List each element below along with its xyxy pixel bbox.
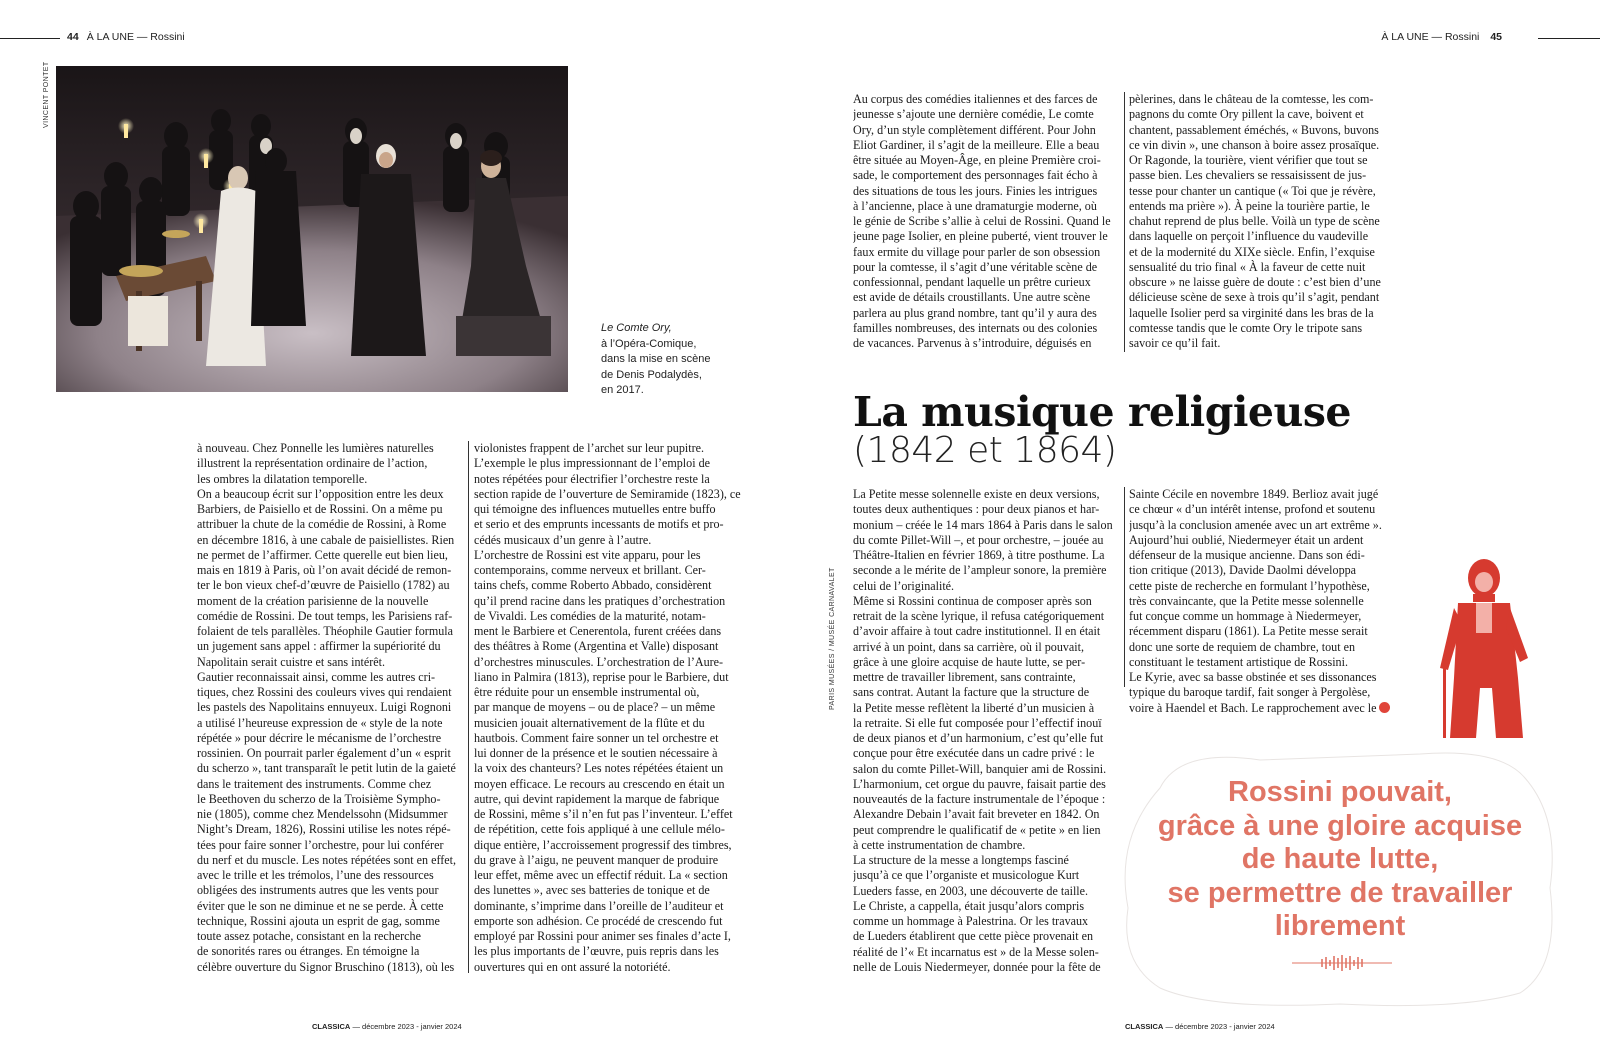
text-line: de répétition, cette fois appliqué à une cellule mélo- <box>474 822 725 837</box>
text-line: réalité de l’« Et incarnatus est » de la Messe solen- <box>853 944 1099 959</box>
text-line: donc une sorte de requiem de chambre, tout en <box>1129 639 1356 654</box>
right-page-number: 45 <box>1490 31 1502 43</box>
opera-stage-photo <box>56 66 568 392</box>
text-line: des théâtres à Rome (Argentina et Valle) disposant <box>474 639 719 654</box>
text-line: Aujourd’hui oublié, Niedermeyer était un ardent <box>1129 532 1364 547</box>
text-line: la retraite. Si elle fut composée pour l’effectif inouï <box>853 715 1102 730</box>
column-divider <box>468 441 469 973</box>
text-line: de Vivaldi. Les comédies de la maturité, notam- <box>474 608 706 623</box>
text-line: pagnons du comte Ory pillent la cave, boivent et <box>1129 107 1364 122</box>
text-line: avec le trille et les trémolos, l’une des ressources <box>197 868 434 882</box>
text-line: typique du baroque tardif, fait songer à Pergolèse, <box>1129 685 1371 700</box>
text-line: sans contrat. Autant la facture que la structure de <box>853 685 1090 700</box>
left-header-rule <box>0 38 60 39</box>
caption-line: dans la mise en scène <box>601 353 711 365</box>
text-line: tées pour faire sonner l’orchestre, pour lui conférer <box>197 837 444 852</box>
text-line: nelle de Louis Niedermeyer, donnée pour la fête de <box>853 959 1101 974</box>
text-line: musicien jouait alternativement de la flûte et du <box>474 715 705 730</box>
text-line: moyen efficace. Le recours au crescendo en était un <box>474 776 725 791</box>
text-line: Le Christe, a cappella, était jusqu’alors compris <box>853 898 1085 913</box>
text-line: violonistes frappent de l’archet sur leur pupitre. <box>474 441 705 455</box>
text-line: délicieuse scène de sexe à trois qu’il s’agit, pendant <box>1129 290 1380 305</box>
text-line: très convaincante, que la Petite messe solennelle <box>1129 593 1364 608</box>
text-line: conçue pour être exécutée dans un cadre privé : le <box>853 746 1095 761</box>
text-line: la voix des chanteurs? Les notes répétées étaient un <box>474 761 724 776</box>
text-line: Le Kyrie, avec sa basse obstinée et ses dissonances <box>1129 670 1377 684</box>
text-line: ter le bon vieux chef-d’œuvre de Paisiello (1782) au <box>197 578 450 593</box>
text-line: constituant le testament artistique de Rossini. <box>1129 654 1348 669</box>
left-body-column-2 <box>474 441 742 975</box>
text-line: un jugement sans appel : affirmer la supériorité du <box>197 639 441 654</box>
text-line: fut conçue comme un hommage à Niedermeyer, <box>1129 609 1362 623</box>
text-line: leur effet, même avec un effectif réduit. La « section <box>474 868 728 882</box>
text-line: hautbois. Comment faire sonner un tel orchestre et <box>474 730 719 745</box>
text-line: peut comprendre le qualificatif de « petite » en lien <box>853 822 1101 837</box>
text-line: cédés musicaux d’un genre à l’autre. <box>474 532 652 547</box>
text-line: entends ma prière »). À peine la tourière partie, le <box>1129 198 1370 213</box>
left-page-number: 44 <box>67 31 79 43</box>
text-line: L’exemple le plus impressionnant de l’emploi de <box>474 456 710 471</box>
right-bottom-column-2 <box>1129 487 1397 716</box>
text-line: monium – créée le 14 mars 1864 à Paris dans le salon <box>853 517 1113 532</box>
text-line: répétée » pour décrire le mécanisme de l’orchestre <box>197 730 442 745</box>
text-line: des lunettes », avec ses batteries de tonique et de <box>474 883 710 898</box>
text-line: ne permet de l’affirmer. Cette querelle eut bien lieu, <box>197 547 448 562</box>
text-line: tion critique (2013), Davide Daolmi développa <box>1129 563 1357 578</box>
text-line: d’avoir affaire à tout cadre institutionnel. Il en était <box>853 624 1101 639</box>
stage-scene-illustration <box>56 66 568 392</box>
text-line: laquelle Isolier perd sa virginité dans les bras de la <box>1129 305 1374 320</box>
text-line: sensualité du trio final « À la faveur de cette nuit <box>1129 259 1366 274</box>
text-line: qu’il prend racine dans les pratiques d’orchestration <box>474 593 726 608</box>
right-section-label: À LA UNE — Rossini <box>1381 31 1480 43</box>
right-bottom-column-1 <box>853 487 1121 975</box>
text-line: les ombres la dilatation temporelle. <box>197 471 368 486</box>
left-page-header <box>67 31 185 43</box>
continue-arrow-icon <box>1379 702 1390 713</box>
text-line: à nouveau. Chez Ponnelle les lumières naturelles <box>197 441 434 455</box>
caption-line: en 2017. <box>601 384 644 396</box>
text-line: emporte son adhésion. Ce procédé de crescendo fut <box>474 913 723 928</box>
caption-line: Le Comte Ory, <box>601 322 672 334</box>
text-line: retrait de la scène lyrique, il refusa catégoriquement <box>853 609 1105 623</box>
text-line: toutes deux authentiques : pour deux pianos et har- <box>853 502 1100 517</box>
text-line: qui témoigne des influences mutuelles entre buffo <box>474 502 716 516</box>
text-line: Napolitain serait cuistre et sans intérêt. <box>197 654 386 669</box>
text-line: arrivé à un point, dans sa carrière, où il pouvait, <box>853 639 1085 654</box>
text-line: ce chœur « d’un intérêt intense, profond et soutenu <box>1129 502 1376 517</box>
text-line: liano in Palmira (1813), reprise pour le Barbiere, dut <box>474 669 729 684</box>
text-line: Ory, d’un style complètement différent. Pour John <box>853 122 1096 137</box>
text-line: Au corpus des comédies italiennes et des farces de <box>853 92 1098 106</box>
text-line: tesse pour chanter un cantique (« Toi que je révère, <box>1129 183 1376 198</box>
soundwave-ornament-icon <box>1292 955 1392 971</box>
text-line: du comte Pillet-Will –, et pour orchestre, – jouée au <box>853 532 1104 547</box>
right-header-rule <box>1538 38 1600 39</box>
text-line: de sonorités rares ou étranges. En témoigne la <box>197 944 420 959</box>
text-line: Lueders fasse, en 2003, une découverte de taille. <box>853 883 1089 898</box>
text-line: à l’ancienne, place à une dramaturgie moderne, où <box>853 198 1097 213</box>
text-line: Or Ragonde, la tourière, vient vérifier que tout se <box>1129 153 1368 167</box>
text-line: La Petite messe solennelle existe en deux versions, <box>853 487 1100 501</box>
text-line: et de la modernité du XIXe siècle. Enfin, l’exquise <box>1129 244 1375 259</box>
text-line: folaient de tels parallèles. Théophile Gautier formula <box>197 624 453 638</box>
pull-quote-line: se permettre de travailler <box>1167 876 1513 909</box>
pull-quote <box>1140 776 1540 944</box>
right-page-header <box>1381 31 1502 43</box>
text-line: de Lueders établirent que cette pièce provenait en <box>853 929 1094 944</box>
right-top-column-2 <box>1129 92 1397 351</box>
text-line: le Beethoven du scherzo de la Troisième Sympho- <box>197 791 441 806</box>
caption-line: à l’Opéra-Comique, <box>601 337 697 350</box>
text-line: nie (1805), comme chez Mendelssohn (Midsummer <box>197 807 448 821</box>
text-line: comtesse tandis que le comte Ory le tripote sans <box>1129 320 1363 335</box>
left-footer-magazine: CLASSICA <box>312 1022 351 1031</box>
text-line: à cette instrumentation de chambre. <box>853 837 1026 852</box>
text-line: jeune page Isolier, en pleine puberté, vient trouver le <box>853 229 1108 244</box>
text-line: jeunesse s’ajoute une dernière comédie, Le comte <box>853 107 1094 122</box>
text-line: technique, Rossini ajouta un esprit de gag, somme <box>197 913 440 928</box>
text-line: être située au Moyen-Âge, en pleine Première croi- <box>853 153 1101 167</box>
text-line: confessionnal, pendant laquelle un prêtre curieux <box>853 275 1091 289</box>
pull-quote-line: de haute lutte, <box>1241 843 1439 875</box>
text-line: savoir ce qu’il fait. <box>1129 336 1221 350</box>
right-top-column-1 <box>853 92 1121 351</box>
text-line: par manque de moyens – ou de place? – un même <box>474 700 716 715</box>
text-line: en décembre 1816, à une cabale de paisiellistes. Rien <box>197 532 455 547</box>
text-line: Eliot Gardiner, il s’agit de la meilleure. Elle a beau <box>853 137 1100 152</box>
right-footer-magazine: CLASSICA <box>1125 1022 1164 1031</box>
text-line: chahut reprend de plus belle. Voilà un type de scène <box>1129 214 1380 228</box>
right-footer-issue: — décembre 2023 - janvier 2024 <box>1165 1022 1275 1031</box>
text-line: tiques, chez Rossini des couleurs vives qui rendaient <box>197 685 452 699</box>
left-footer-issue: — décembre 2023 - janvier 2024 <box>352 1022 462 1031</box>
text-line: passe bien. Les chevaliers se ressaisissent de jus- <box>1129 168 1367 183</box>
text-line: parlera au plus grand nombre, tant qu’il y aura des <box>853 305 1097 320</box>
text-line: L’orchestre de Rossini est vite apparu, pour les <box>474 547 701 562</box>
text-line: obligées des instruments autres que les vents pour <box>197 883 439 898</box>
text-line: obscure » ne laisse guère de doute : c’est bien d’une <box>1129 275 1381 289</box>
text-line: section rapide de l’ouverture de Semiramide (1823), ce <box>474 486 741 501</box>
text-line: moment de la création parisienne de la nouvelle <box>197 593 429 608</box>
text-line: dominante, s’imprime dans l’oreille de l’auditeur et <box>474 898 724 913</box>
text-line: seconde a le mérite de l’ampleur sonore, la première <box>853 563 1107 578</box>
text-line: la Petite messe reflètent la liberté d’un musicien à <box>853 700 1095 715</box>
text-line: dans le traitement des instruments. Comme chez <box>197 776 432 791</box>
text-line: récemment disparu (1861). La Petite messe serait <box>1129 624 1368 639</box>
pull-quote-line: Rossini pouvait, <box>1228 776 1452 808</box>
text-line: et serio et des emprunts incessants de motifs et pro- <box>474 517 724 532</box>
text-line: voire à Haendel et Bach. Le rapprochement avec le <box>1129 700 1377 715</box>
text-line: notes répétées pour électrifier l’orchestre reste la <box>474 471 710 486</box>
text-line: est avide de détails croustillants. Une autre scène <box>853 290 1091 305</box>
text-line: attribuer la chute de la comédie de Rossini, à Rome <box>197 517 447 532</box>
text-line: La structure de la messe a longtemps fasciné <box>853 853 1069 867</box>
left-footer <box>312 1022 462 1031</box>
text-line: Barbiers, de Paisiello et de Rossini. On a même pu <box>197 502 443 516</box>
text-line: dique entière, l’accroissement progressif des timbres, <box>474 837 732 852</box>
text-line: Théâtre-Italien en février 1869, à titre posthume. La <box>853 548 1105 562</box>
text-line: Sainte Cécile en novembre 1849. Berlioz avait jugé <box>1129 487 1379 501</box>
text-line: du grave à l’aigu, ne peuvent manquer de produire <box>474 852 719 867</box>
right-footer <box>1125 1022 1275 1031</box>
text-line: ment le Barbiere et Cenerentola, furent créées dans <box>474 624 722 638</box>
rossini-portrait-illustration <box>1418 548 1548 748</box>
text-line: nouveautés de la facture instrumentale de l’époque : <box>853 792 1106 806</box>
text-line: faux ermite du village pour parler de son obsession <box>853 244 1101 259</box>
text-line: défenseur de la musique ancienne. Dans son édi- <box>1129 548 1365 562</box>
text-line: des situations de tous les jours. Finies les intrigues <box>853 183 1098 198</box>
text-line: illustrent la représentation ordinaire de l’action, <box>197 456 428 471</box>
column-divider <box>1124 487 1125 687</box>
text-line: salon du comte Pillet-Will, banquier ami de Rossini. <box>853 761 1107 776</box>
text-line: rossinien. On pourrait parler également d’un « esprit <box>197 746 451 760</box>
text-line: pour la comtesse, il s’agit d’une véritable scène de <box>853 259 1098 274</box>
text-line: célèbre ouverture du Signor Bruschino (1813), où les <box>197 959 455 974</box>
text-line: celui de l’originalité. <box>853 578 955 593</box>
section-subtitle: (1842 et 1864) <box>853 430 1117 471</box>
text-line: le génie de Scribe s’allie à celui de Rossini. Quand le <box>853 214 1111 228</box>
text-line: cette piste de recherche en formulant l’hypothèse, <box>1129 578 1370 593</box>
portrait-credit: PARIS MUSÉES / MUSÉE CARNAVALET <box>829 567 836 710</box>
text-line: les plus importants de l’œuvre, puis repris dans les <box>474 944 719 959</box>
text-line: ce vin divin », une chanson à boire assez prosaïque. <box>1129 137 1380 152</box>
text-line: du scherzo », tant transparaît le petit lutin de la gaieté <box>197 761 456 776</box>
text-line: toute assez potache, consistant en la recherche <box>197 929 421 943</box>
text-line: dans laquelle on perçoit l’influence du vaudeville <box>1129 229 1369 244</box>
text-line: pèlerines, dans le château de la comtesse, les com- <box>1129 92 1374 106</box>
photo-caption <box>601 321 731 399</box>
text-line: Night’s Dream, 1826), Rossini utilise les notes répé- <box>197 822 451 837</box>
left-section-label: À LA UNE — Rossini <box>86 31 185 43</box>
section-title: La musique religieuse <box>853 388 1351 436</box>
text-line: grâce à une gloire acquise de haute lutte, se per- <box>853 654 1086 669</box>
text-line: les pastels des Napolitains ennuyeux. Luigi Rognoni <box>197 700 452 715</box>
text-line: ouvertures qui en ont assuré la notoriété. <box>474 959 671 974</box>
text-line: L’harmonium, cet orgue du pauvre, faisait partie des <box>853 776 1106 791</box>
text-line: tains chefs, comme Roberto Abbado, considèrent <box>474 578 712 593</box>
text-line: familles nombreuses, des internats ou des colonies <box>853 320 1098 335</box>
column-divider <box>1124 92 1125 352</box>
left-body-column-1 <box>197 441 465 975</box>
text-line: jusqu’à la conclusion amenée avec un art extrême ». <box>1129 517 1382 532</box>
text-line: éviter que le son ne diminue et ne se perde. À cette <box>197 898 444 913</box>
text-line: Gautier reconnaissait ainsi, comme les autres cri- <box>197 669 436 684</box>
text-line: comme un hommage à Palestrina. Or les travaux <box>853 914 1089 928</box>
text-line: chantent, passablement éméchés, « Buvons, buvons <box>1129 122 1379 137</box>
caption-line: de Denis Podalydès, <box>601 368 702 381</box>
text-line: mais en 1819 à Paris, où l’on avait décidé de remon- <box>197 563 452 577</box>
pull-quote-line: librement <box>1274 910 1406 942</box>
text-line: jusqu’à ce que l’organiste et musicologue Kurt <box>853 868 1080 883</box>
text-line: a utilisé l’heureuse expression de « style de la note <box>197 715 443 730</box>
text-line: On a beaucoup écrit sur l’opposition entre les deux <box>197 486 444 501</box>
pull-quote-line: grâce à une gloire acquise <box>1157 809 1523 842</box>
text-line: sade, le comportement des personnages fait écho à <box>853 168 1098 183</box>
text-line: lui donner de la présence et le soutien nécessaire à <box>474 746 718 760</box>
text-line: comédie de Rossini. De tout temps, les Parisiens raf- <box>197 608 453 623</box>
text-line: de Rossini, même s’il n’en fut pas l’inventeur. L’effet <box>474 807 733 821</box>
text-line: Même si Rossini continua de composer après son <box>853 593 1092 608</box>
text-line: du nerf et du muscle. Les notes répétées sont en effet, <box>197 852 457 867</box>
text-line: de deux pianos et d’un harmonium, c’est qu’elle fut <box>853 731 1104 745</box>
photo-credit: VINCENT PONTET <box>43 61 50 128</box>
text-line: être réduite pour un ensemble instrumental où, <box>474 685 700 699</box>
text-line: mettre de travailler librement, sans contrainte, <box>853 670 1076 684</box>
text-line: contemporains, comme nerveux et brillant. Cer- <box>474 563 706 577</box>
text-line: d’orchestres minuscules. L’orchestration de l’Aure- <box>474 654 724 669</box>
text-line: autre, qui devint rapidement la marque de fabrique <box>474 791 720 806</box>
text-line: Alexandre Debain l’avait fait breveter en 1842. On <box>853 807 1100 822</box>
text-line: de vacances. Parvenus à s’introduire, déguisés en <box>853 336 1092 350</box>
text-line: employé par Rossini pour animer ses finales d’acte I, <box>474 929 731 943</box>
